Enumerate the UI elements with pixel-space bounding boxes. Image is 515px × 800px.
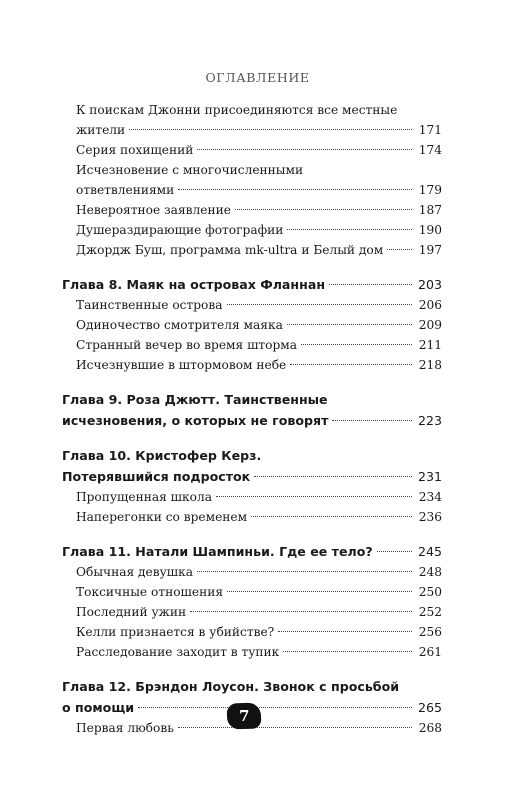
page-number: 174 xyxy=(418,143,442,157)
dot-leader xyxy=(197,149,412,150)
toc-entry-title: Наперегонки со временем xyxy=(76,510,248,524)
page-number: 236 xyxy=(418,510,442,524)
toc-chapter[interactable] xyxy=(62,445,442,487)
dot-leader xyxy=(227,591,412,592)
toc-entry-title: Келли признается в убийстве? xyxy=(76,625,275,639)
toc-entry[interactable] xyxy=(62,582,442,602)
toc-entry-title: Серия похищений xyxy=(76,143,194,157)
dot-leader xyxy=(138,707,412,708)
page-number: 203 xyxy=(417,277,442,292)
toc-entry-title-continued: ответвлениями xyxy=(76,183,175,197)
page-number: 223 xyxy=(417,413,442,428)
page-number: 265 xyxy=(417,700,442,715)
toc-entry[interactable] xyxy=(62,240,442,260)
toc-entry-title: Джордж Буш, программа mk-ultra и Белый дом xyxy=(76,243,384,257)
toc-entry-title: Странный вечер во время шторма xyxy=(76,338,298,352)
toc-entry[interactable] xyxy=(62,220,442,240)
chapter-title: Глава 8. Маяк на островах Фланнан xyxy=(62,277,326,292)
folio-number: 7 xyxy=(238,707,250,725)
toc-entry-title: Душераздирающие фотографии xyxy=(76,223,284,237)
dot-leader xyxy=(283,651,412,652)
dot-leader xyxy=(216,496,412,497)
page-number: 187 xyxy=(418,203,442,217)
page-number: 252 xyxy=(418,605,442,619)
chapter-title-continued: о помощи xyxy=(62,700,135,715)
dot-leader xyxy=(197,571,412,572)
dot-leader xyxy=(190,611,412,612)
toc-chapter[interactable] xyxy=(62,541,442,562)
toc-entry-title: Первая любовь xyxy=(76,721,174,735)
page-number: 231 xyxy=(417,469,442,484)
page-number: 261 xyxy=(418,645,442,659)
toc-entry[interactable] xyxy=(62,315,442,335)
page-number: 211 xyxy=(418,338,442,352)
toc-entry-title: Одиночество смотрителя маяка xyxy=(76,318,283,332)
page-number: 218 xyxy=(418,358,442,372)
dot-leader xyxy=(290,364,412,365)
chapter-title: Глава 11. Натали Шампиньи. Где ее тело? xyxy=(62,544,373,559)
chapter-title-continued: Потерявшийся подросток xyxy=(62,469,251,484)
page-number: 256 xyxy=(418,625,442,639)
page-number: 245 xyxy=(417,544,442,559)
dot-leader xyxy=(129,129,412,130)
toc-entry-title: Исчезнувшие в штормовом небе xyxy=(76,358,287,372)
page-number: 234 xyxy=(418,490,442,504)
toc-entry-title-continued: жители xyxy=(76,123,126,137)
dot-leader xyxy=(387,249,412,250)
chapter-title: Глава 9. Роза Джютт. Таинственные xyxy=(62,392,328,407)
toc-entry[interactable] xyxy=(62,335,442,355)
page-number: 190 xyxy=(418,223,442,237)
toc-entry-title: Пропущенная школа xyxy=(76,490,212,504)
dot-leader xyxy=(227,304,413,305)
page-folio-badge xyxy=(227,702,262,729)
toc-entry-title: К поискам Джонни присоединяются все местные xyxy=(76,103,398,117)
page-number: 171 xyxy=(418,123,442,137)
dot-leader xyxy=(278,631,412,632)
dot-leader xyxy=(332,420,412,421)
chapter-title: Глава 12. Брэндон Лоусон. Звонок с просьбой xyxy=(62,679,400,694)
toc-entry[interactable] xyxy=(62,140,442,160)
chapter-title-continued: исчезновения, о которых не говорят xyxy=(62,413,329,428)
running-head: ОГЛАВЛЕНИЕ xyxy=(205,70,310,85)
page-number: 197 xyxy=(418,243,442,257)
page-number: 248 xyxy=(418,565,442,579)
toc-entry[interactable] xyxy=(62,642,442,662)
toc-entry-title: Таинственные острова xyxy=(76,298,223,312)
toc-entry[interactable] xyxy=(62,355,442,375)
toc-entry[interactable] xyxy=(62,562,442,582)
toc-entry[interactable] xyxy=(62,295,442,315)
toc-entry-title: Расследование заходит в тупик xyxy=(76,645,280,659)
toc-entry[interactable] xyxy=(62,160,442,200)
toc-entry[interactable] xyxy=(62,507,442,527)
dot-leader xyxy=(301,344,412,345)
toc-entry-title: Исчезновение с многочисленными xyxy=(76,163,304,177)
toc-entry[interactable] xyxy=(62,622,442,642)
dot-leader xyxy=(178,189,412,190)
toc-entry[interactable] xyxy=(62,487,442,507)
dot-leader xyxy=(329,284,412,285)
toc-entry-title: Невероятное заявление xyxy=(76,203,231,217)
table-of-contents xyxy=(62,100,442,738)
dot-leader xyxy=(287,229,412,230)
toc-entry[interactable] xyxy=(62,602,442,622)
toc-entry-title: Обычная девушка xyxy=(76,565,194,579)
dot-leader xyxy=(251,516,412,517)
toc-entry[interactable] xyxy=(62,100,442,140)
toc-chapter[interactable] xyxy=(62,274,442,295)
dot-leader xyxy=(178,727,412,728)
toc-entry-title: Последний ужин xyxy=(76,605,187,619)
toc-entry[interactable] xyxy=(62,200,442,220)
toc-chapter[interactable] xyxy=(62,389,442,431)
dot-leader xyxy=(254,476,412,477)
page-number: 268 xyxy=(418,721,442,735)
dot-leader xyxy=(377,551,412,552)
toc-entry-title: Токсичные отношения xyxy=(76,585,224,599)
page-number: 209 xyxy=(418,318,442,332)
page-number: 206 xyxy=(418,298,442,312)
dot-leader xyxy=(287,324,412,325)
page-number: 250 xyxy=(418,585,442,599)
chapter-title: Глава 10. Кристофер Керз. xyxy=(62,448,262,463)
dot-leader xyxy=(235,209,412,210)
page-number: 179 xyxy=(418,183,442,197)
